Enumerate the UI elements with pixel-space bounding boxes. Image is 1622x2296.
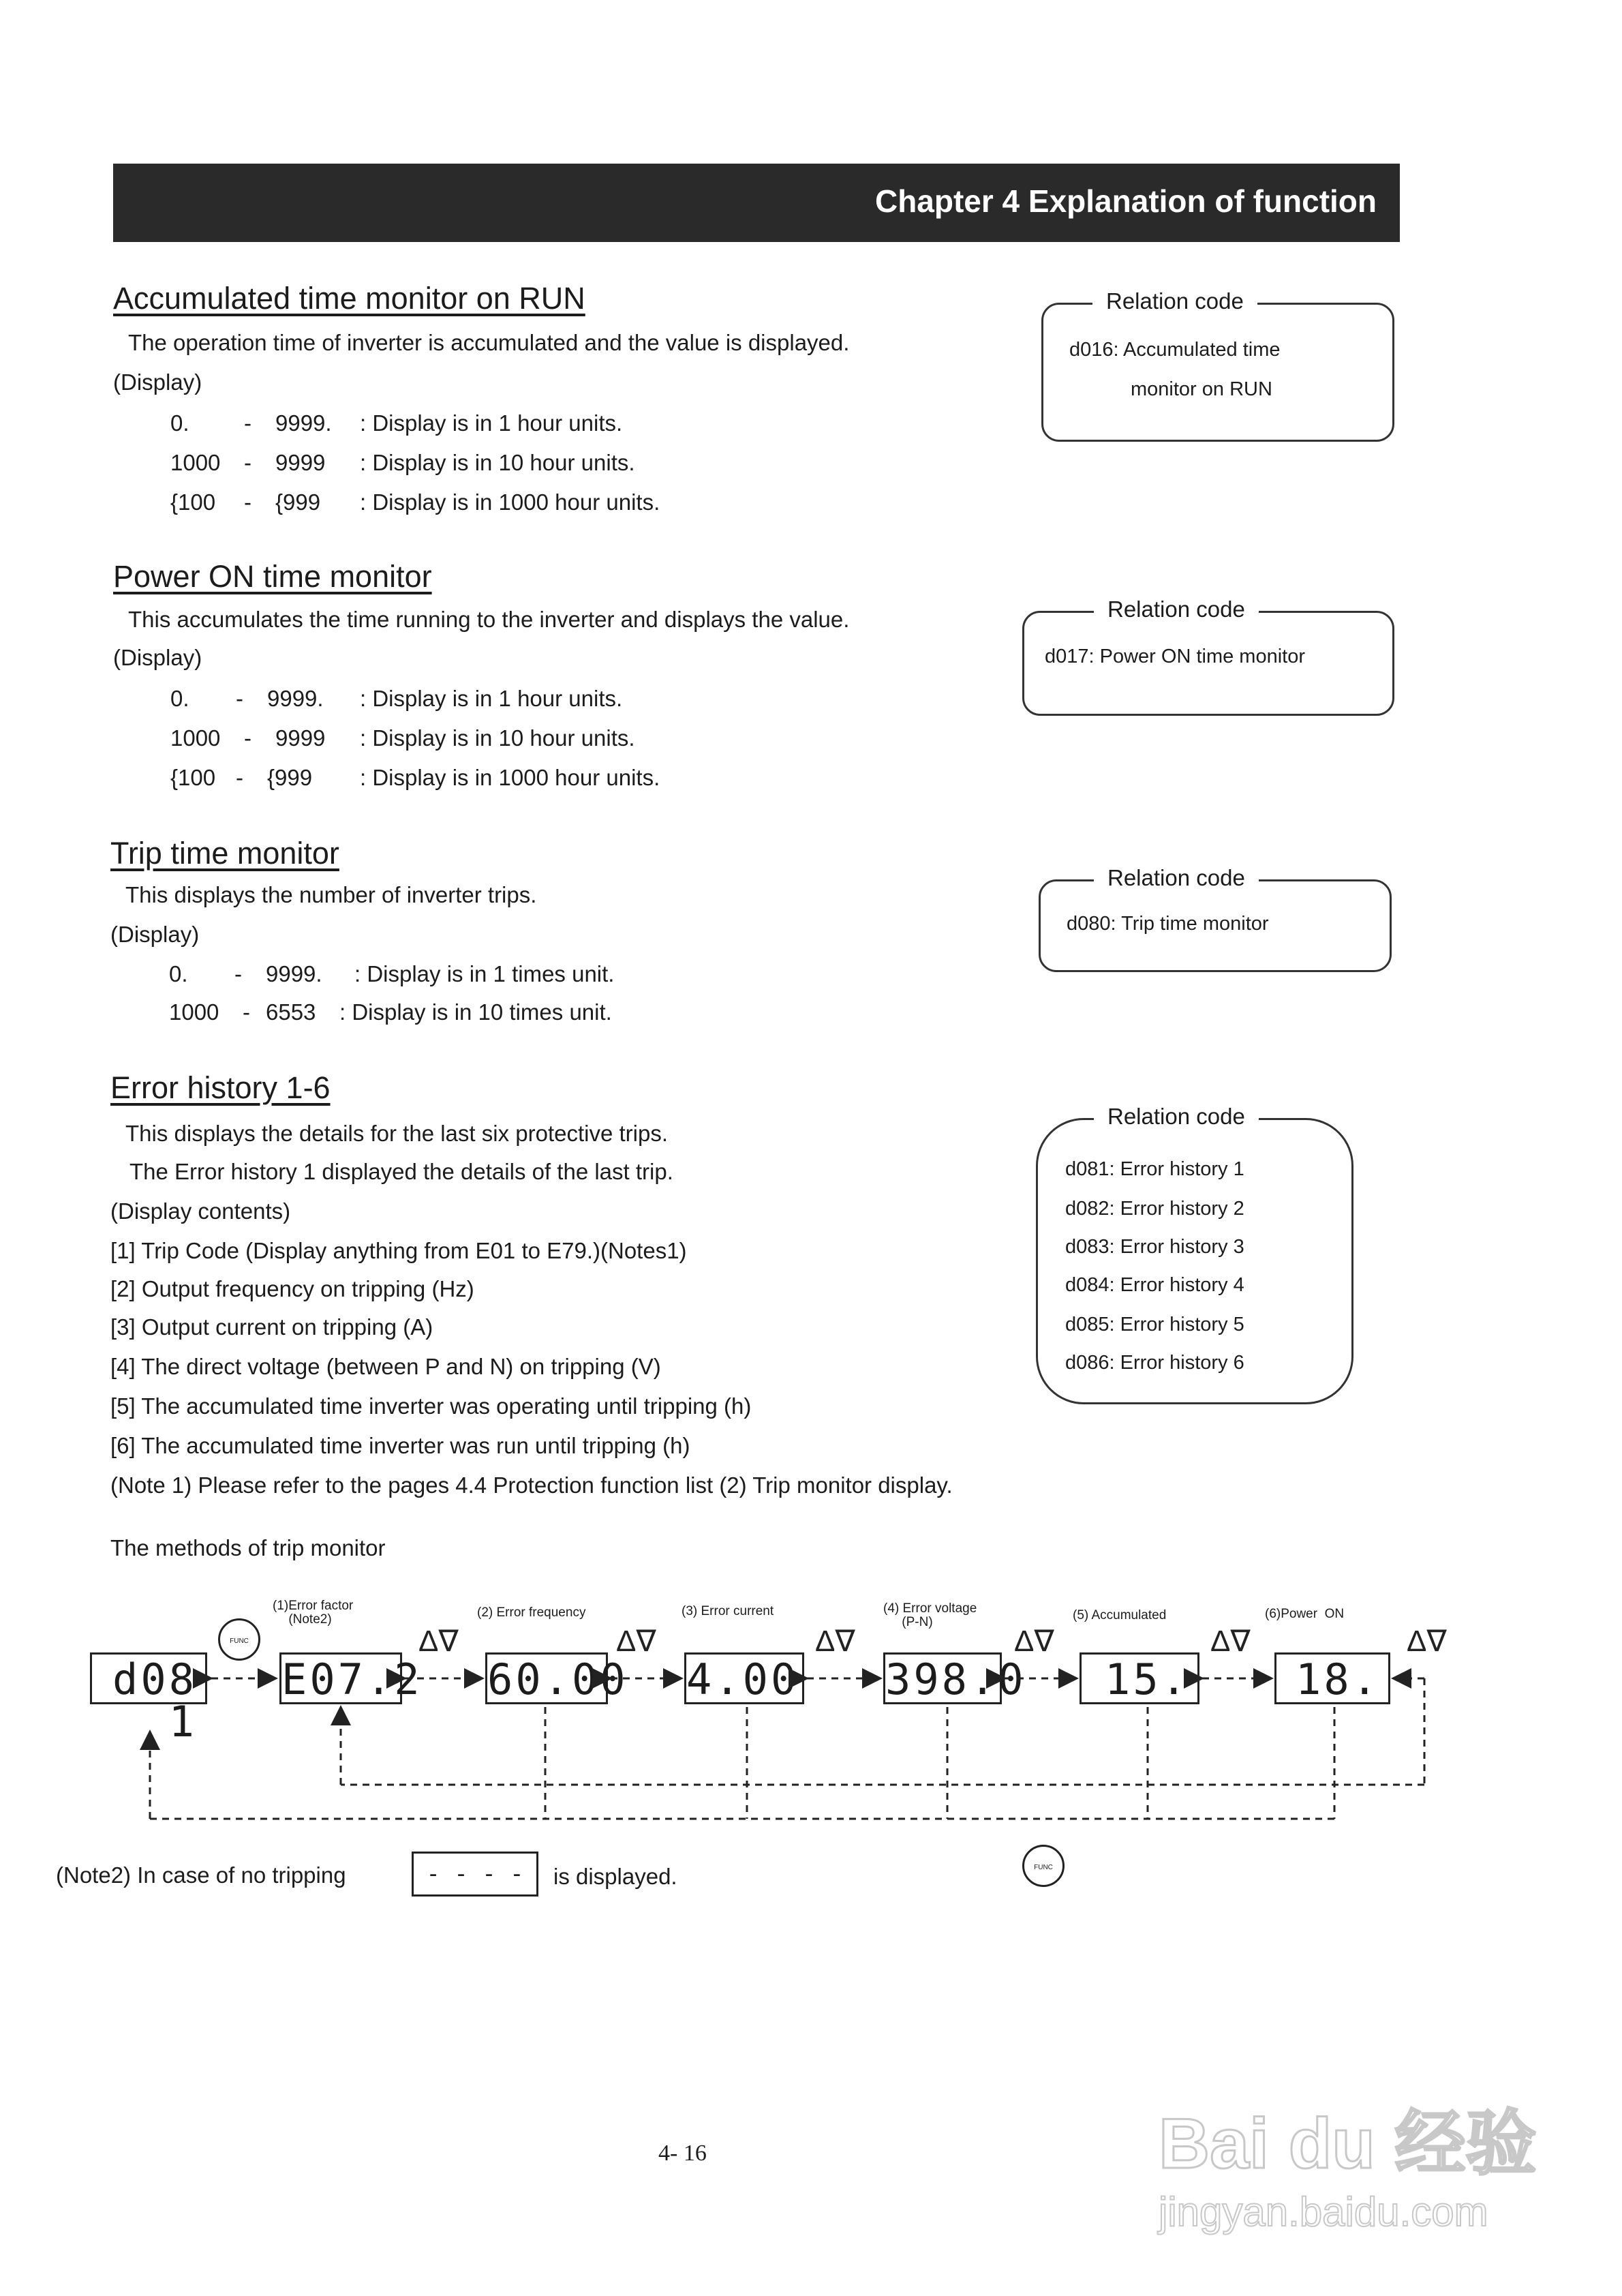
watermark-logo: Bai du 经验 [1159, 2104, 1537, 2184]
relation-code-label: Relation code [1094, 865, 1259, 891]
section-title-error-history: Error history 1-6 [110, 1070, 331, 1105]
section-title-trip-time: Trip time monitor [110, 836, 339, 871]
relation-code-line: d081: Error history 1 [1065, 1158, 1244, 1180]
section-intro: The operation time of inverter is accumulated and the value is displayed. [128, 330, 850, 355]
lcd-display-error-factor: E07.2 [279, 1652, 402, 1704]
error-history-line: [6] The accumulated time inverter was run until tripping (h) [110, 1433, 690, 1458]
error-history-line: This displays the details for the last six protective trips. [125, 1121, 668, 1146]
relation-code-line: d086: Error history 6 [1065, 1352, 1244, 1374]
caption-accumulated: (5) Accumulated [1073, 1608, 1167, 1622]
note-2-suffix: is displayed. [553, 1864, 677, 1889]
error-history-line: [5] The accumulated time inverter was operating until tripping (h) [110, 1393, 752, 1419]
lcd-display-accumulated: 15. [1080, 1652, 1199, 1704]
page-number: 4- 16 [658, 2141, 707, 2166]
relation-code-box [1036, 1104, 1353, 1404]
caption-error-voltage: (4) Error voltage (P-N) [883, 1601, 977, 1629]
func-key-icon[interactable]: FUNC [218, 1618, 260, 1661]
note-2: (Note2) In case of no tripping [56, 1862, 346, 1888]
updown-key-icon[interactable]: Δ∇ [815, 1625, 855, 1658]
updown-key-icon[interactable]: Δ∇ [1407, 1625, 1447, 1658]
relation-code-line: d016: Accumulated time [1069, 339, 1281, 361]
relation-code-box [1041, 288, 1394, 442]
lcd-display-power-on: 18. [1274, 1652, 1390, 1704]
watermark-url: jingyan.baidu.com [1159, 2189, 1488, 2235]
error-history-line: [2] Output frequency on tripping (Hz) [110, 1276, 474, 1301]
section-intro: This displays the number of inverter trips. [125, 882, 537, 907]
no-trip-display: - - - - [412, 1852, 538, 1897]
lcd-display-current: 4.00 [684, 1652, 804, 1704]
chapter-title: Chapter 4 Explanation of function [874, 183, 1377, 219]
updown-key-icon[interactable]: Δ∇ [1014, 1625, 1054, 1658]
section-intro: This accumulates the time running to the inverter and displays the value. [128, 607, 850, 632]
relation-code-label: Relation code [1092, 288, 1257, 314]
trip-monitor-title: The methods of trip monitor [110, 1535, 386, 1560]
updown-key-icon[interactable]: Δ∇ [1210, 1625, 1251, 1658]
chapter-header [113, 164, 1400, 242]
relation-code-line: d017: Power ON time monitor [1045, 646, 1305, 667]
error-history-line: (Display contents) [110, 1198, 291, 1224]
error-history-line: The Error history 1 displayed the details of the last trip. [129, 1159, 673, 1184]
display-label: (Display) [110, 922, 200, 947]
caption-error-frequency: (2) Error frequency [477, 1605, 586, 1620]
relation-code-box [1022, 596, 1394, 716]
error-history-line: [1] Trip Code (Display anything from E01 to E79.)(Notes1) [110, 1238, 687, 1263]
display-label: (Display) [113, 369, 202, 395]
relation-code-line: d082: Error history 2 [1065, 1198, 1244, 1220]
relation-code-line: monitor on RUN [1131, 378, 1272, 400]
relation-code-label: Relation code [1094, 1104, 1259, 1130]
updown-key-icon[interactable]: Δ∇ [418, 1625, 459, 1658]
error-history-line: [4] The direct voltage (between P and N) on tripping (V) [110, 1354, 661, 1379]
relation-code-label: Relation code [1094, 596, 1259, 622]
relation-code-line: d083: Error history 3 [1065, 1236, 1244, 1258]
relation-code-line: d085: Error history 5 [1065, 1314, 1244, 1335]
updown-key-icon[interactable]: Δ∇ [616, 1625, 656, 1658]
relation-code-box [1039, 865, 1392, 972]
display-label: (Display) [113, 645, 202, 670]
caption-error-current: (3) Error current [682, 1604, 774, 1618]
error-history-line: [3] Output current on tripping (A) [110, 1314, 433, 1340]
section-title-power-on: Power ON time monitor [113, 559, 432, 594]
lcd-display-code: d08 1 [90, 1652, 207, 1704]
trip-monitor-arrows [68, 1636, 1445, 1861]
relation-code-line: d080: Trip time monitor [1067, 913, 1269, 935]
relation-code-line: d084: Error history 4 [1065, 1274, 1244, 1296]
section-title-accumulated-run: Accumulated time monitor on RUN [113, 281, 585, 316]
lcd-display-voltage: 398.0 [883, 1652, 1002, 1704]
caption-power-on: (6)Power ON [1265, 1607, 1345, 1621]
caption-error-factor: (1)Error factor (Note2) [273, 1599, 354, 1627]
note-1: (Note 1) Please refer to the pages 4.4 Protection function list (2) Trip monitor display. [110, 1472, 953, 1498]
lcd-display-frequency: 60.00 [485, 1652, 608, 1704]
func-key-icon[interactable]: FUNC [1022, 1845, 1065, 1887]
